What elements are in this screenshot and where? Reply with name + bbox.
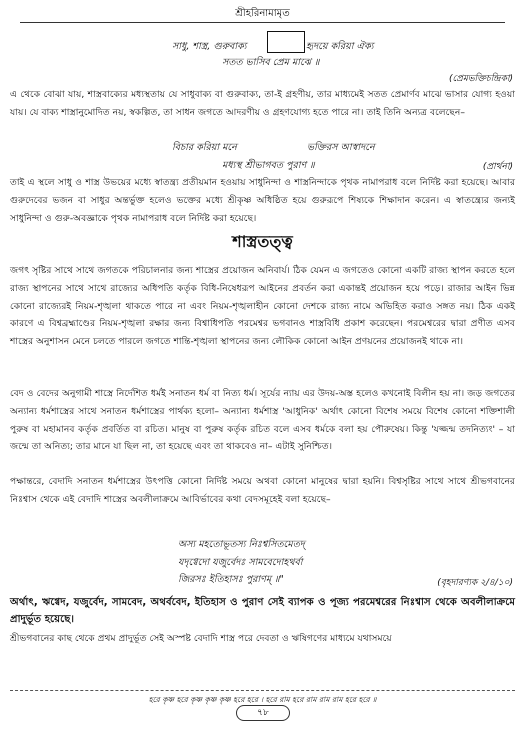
verse2-line1a: বিচার করিয়া মনে <box>172 142 237 153</box>
paragraph-1: এ থেকে বোঝা যায়, শাস্ত্রবাক্যের মধ্যস্থতায় যে সাধুবাক্য বা গুরুবাক্য, তা-ই গ্রহণীয়, তার মাধ্যমেই সতত প্রেমার্ণব মাঝে ভাসার যোগ্য হওয়া যায়। যে বাক্য শাস্ত্রানুমোদিত নয়, স্বকল্পিত, তা সাধন জগতে আদরণীয় ও গ্রহণযোগ্য হতে পারে না। তাই তিনি অন্যত্র বলেছেন– <box>10 89 515 118</box>
footer-mantra: হরে কৃষ্ণ হরে কৃষ্ণ কৃষ্ণ কৃষ্ণ হরে হরে । হরে রাম হরে রাম রাম রাম হরে হরে ॥ <box>148 695 377 704</box>
page-number: ৭৮ <box>236 705 290 721</box>
verse3-line2: যদৃগ্বেদো যজুর্বেদঃ সামবেদোহথর্বা <box>178 557 303 568</box>
paragraph-6: অর্থাৎ, ঋগ্বেদ, যজুর্বেদ, সামবেদ, অথর্ববেদ, ইতিহাস ও পুরাণ সেই ব্যাপক ও পূজ্য পরমেশ্বরের নিঃশ্বাস থেকে অবলীলাক্রমে প্রাদুর্ভূত হয়েছে। <box>10 597 515 625</box>
paragraph-3: জগৎ সৃষ্টির সাথে সাথে জগতকে পরিচালনার জন্য শাস্ত্রের প্রয়োজন অনিবার্য। ঠিক যেমন এ জগতেও কোনো একটি রাজ্য স্থাপন করতে হলে রাজ্য স্থাপনের সাথে সাথে রাজ্যের অধিপতি কর্তৃক বিধি-নিষেধরূপ আইনের প্রবর্তন করা একান্তই প্রয়োজন হয়ে পড়ে। রাজার আইন ভিন্ন কোনো রাজ্যেরই নিয়ম-শৃঙ্খলা থাকতে পারে না এবং নিয়ম-শৃঙ্খলাহীন কোনো দেশকে রাজ্য নামে অভিহিত করাও সঙ্গত নয়। ঠিক একই কারণে এ বিশ্বব্রহ্মাণ্ডের নিয়ম-শৃঙ্খলা রক্ষার জন্য বিশ্বাধিপতি পরমেশ্বর ভগবানও শাস্ত্রবিধি প্রকাশ করেছেন। পরমেশ্বরের দ্বারা প্রণীত এসব শাস্ত্রের অনুশাসন মেনে চলতে পারলে জগতে শান্তি-শৃঙ্খলা স্থাপনের জন্য লৌকিক কোনো আইন প্রণয়নের প্রয়োজনই থাকে না। <box>10 265 515 348</box>
verse2-line2: মধ্যস্থ শ্রীভাগবত পুরাণ ॥ <box>222 160 315 171</box>
paragraph-5: পক্ষান্তরে, বেদাদি সনাতন ধর্মশাস্ত্রের উৎপত্তি কোনো নির্দিষ্ট সময়ে অথবা কোনো মানুষের দ্বারা হয়নি। বিশ্বসৃষ্টির সাথে সাথে শ্রীভগবানের নিঃশ্বাস থেকে এই বেদাদি শাস্ত্রের অবলীলাক্রমে আবির্ভাবের কথা বেদসমূহেই বলা হয়েছে– <box>10 476 515 505</box>
verse2-source: (প্রার্থনা) <box>482 162 513 172</box>
verse1-line2: সতত ভাসিব প্রেম মাঝে ॥ <box>222 57 320 68</box>
verse1-line1b: হৃদয়ে করিয়া ঐক্য <box>306 41 374 52</box>
verse3-source: (বৃহদারণ্যক ২/৪/১০) <box>437 578 513 588</box>
highlight-box <box>267 31 305 53</box>
verse2-line1b: ভক্তিরস আস্বাদনে <box>307 142 375 153</box>
verse3-line1: অস্য মহতোভূতস্য নিঃশ্বসিতমেতদ্ <box>178 539 305 550</box>
footer-rule <box>10 690 515 691</box>
paragraph-4: বেদ ও বেদের অনুগামী শাস্ত্রে নির্দেশিত ধর্মই সনাতন ধর্ম বা নিত্য ধর্ম। সূর্যের ন্যায় এর উদয়-অস্ত হলেও কখনোই বিলীন হয় না। জড় জগতের অন্যান্য ধর্মশাস্ত্রের সাথে সনাতন ধর্মশাস্ত্রের পার্থক্য হলো– অন্যান্য ধর্মশাস্ত্র 'আধুনিক' অর্থাৎ কোনো বিশেষ সময়ে বিশেষ কোনো শক্তিশালী পুরুষ বা মহামানব কর্তৃক প্রবর্তিত বা রচিত। মানুষ বা পুরুষ কর্তৃক রচিত বলে এসব ধর্মকে বলা হয় পৌরুষেয়। কিন্তু 'যজ্জন্ম তদনিত্যং' – যা জন্মে তা অনিত্য; তার মানে যা ছিল না, তা হয়েছে এবং তা থাকবেও না– এটাই সুনিশ্চিত। <box>10 388 515 453</box>
header-rule <box>20 22 505 23</box>
verse3-line3: জিরসঃ ইতিহাসঃ পুরাণম্ ॥" <box>178 574 284 585</box>
running-header: শ্রীহরিনামামৃত <box>235 8 290 19</box>
paragraph-7: শ্রীভগবানের কাছ থেকে প্রথম প্রাদুর্ভূত সেই অস্পষ্ট বেদাদি শাস্ত্র পরে দেবতা ও ঋষিগণের মাধ্যমে যথাসময়ে <box>10 633 392 644</box>
section-title: শাস্ত্রতত্ত্ব <box>232 232 293 251</box>
verse1-source: (প্রেমভক্তিচন্দ্রিকা) <box>448 74 513 84</box>
paragraph-2: তাই এ স্থলে সাধু ও শাস্ত্র উভয়ের মধ্যে স্বাতন্ত্র্য প্রতীয়মান হওয়ায় সাধুনিন্দা ও শাস্ত্রনিন্দাকে পৃথক নামাপরাধ বলে নির্দিষ্ট করা হয়েছে। আবার গুরুদেবের ভজন বা সাধুর অন্তর্ভুক্ত হলেও ভক্তের মধ্যে শ্রীকৃষ্ণ অধিষ্ঠিত হয়ে গুরুরূপে শিষ্যকে শিক্ষাদান করেন। এ স্বাতন্ত্র্যের জন্যই সাধুনিন্দা ও গুরু-অবজ্ঞাকে পৃথক নামাপরাধ বলে নির্দিষ্ট করা হয়েছে। <box>10 177 515 224</box>
verse1-line1a: সাধু, শাস্ত্র, গুরুবাক্য <box>172 41 247 52</box>
